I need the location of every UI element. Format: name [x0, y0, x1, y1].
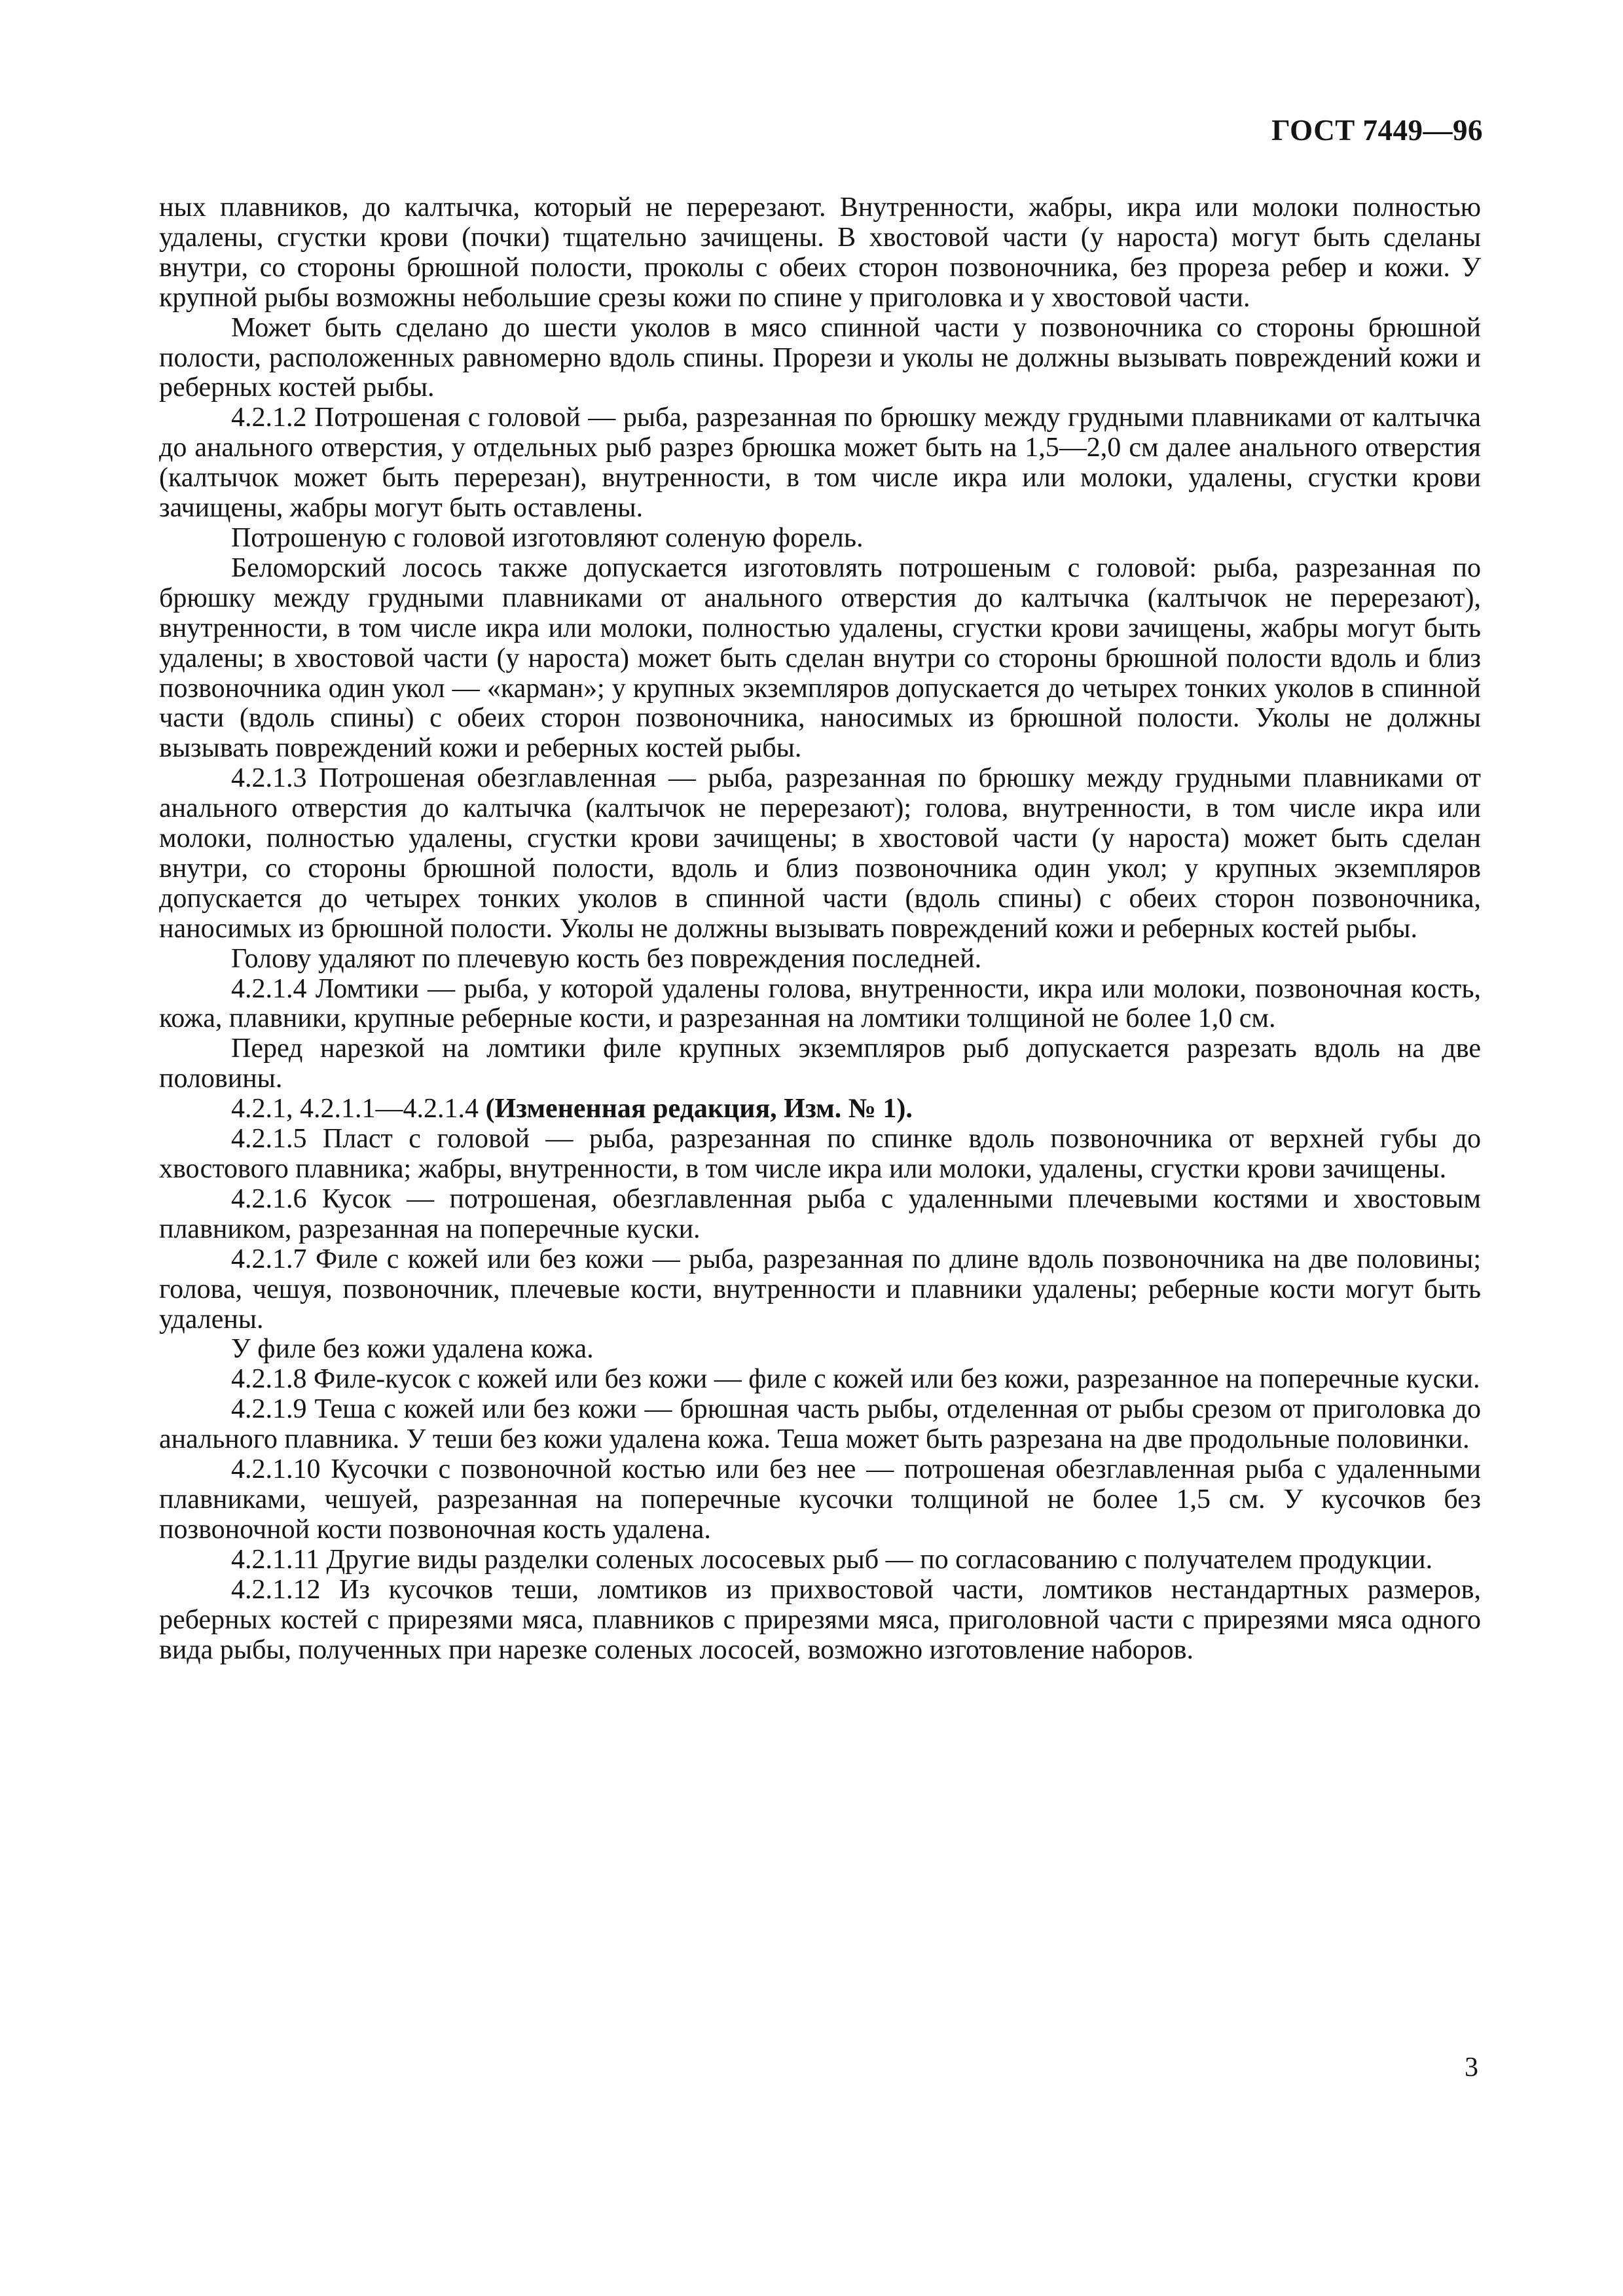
- paragraph-text: Потрошеную с головой изготовляют соленую форель.: [231, 522, 864, 553]
- paragraph-text: 4.2.1.6 Кусок — потрошеная, обезглавленная рыба с удаленными плечевыми костями и хвостовым плавником, разрезанная на поперечные куски.: [159, 1183, 1481, 1244]
- paragraph-text: 4.2.1.5 Пласт с головой — рыба, разрезанная по спинке вдоль позвоночника от верхней губы до хвостового плавника; жабры, внутренности, в том числе икра или молоки, удалены, сгустки крови зачищены.: [159, 1124, 1481, 1184]
- paragraph-4-2-1-3: [159, 764, 1481, 944]
- paragraph-text: Может быть сделано до шести уколов в мясо спинной части у позвоночника со стороны брюшной полости, расположенных равномерно вдоль спины. Прорези и уколы не должны вызывать повреждений кожи и реберных костей рыбы.: [159, 312, 1481, 403]
- paragraph-text: 4.2.1.4 Ломтики — рыба, у которой удалены голова, внутренности, икра или молоки, позвоночная кость, кожа, плавники, крупные реберные кости, и разрезанная на ломтики толщиной не более 1,0 см.: [159, 973, 1481, 1034]
- paragraph-4-2-1-8: [159, 1365, 1481, 1395]
- paragraph-text: 4.2.1.12 Из кусочков теши, ломтиков из прихвостовой части, ломтиков нестандартных размеров, реберных костей с прирезями мяса, плавников с прирезями мяса, приголовной части с прирезями мяса одного вида рыбы, полученных при нарезке соленых лососей, возможно изготовление наборов.: [159, 1574, 1481, 1665]
- paragraph-4-2-1-6: [159, 1185, 1481, 1245]
- paragraph-slicing: [159, 1034, 1481, 1094]
- paragraph-4-2-1-5: [159, 1124, 1481, 1185]
- paragraph-4-2-1-9: [159, 1395, 1481, 1455]
- paragraph-head-removal: [159, 944, 1481, 975]
- paragraph-4-2-1-10: [159, 1455, 1481, 1545]
- paragraph-text: 4.2.1.2 Потрошеная с головой — рыба, разрезанная по брюшку между грудными плавниками от калтычка до анального отверстия, у отдельных рыб разрез брюшка может быть на 1,5—2,0 см далее анального отверстия (калтычок может быть перерезан), внутренности, в том числе икра или молоки, удалены, сгустки крови зачищены, жабры могут быть оставлены.: [159, 403, 1481, 524]
- paragraph-text: Голову удаляют по плечевую кость без повреждения последней.: [231, 943, 982, 974]
- paragraph-injections: [159, 314, 1481, 404]
- paragraph-4-2-1-12: [159, 1575, 1481, 1666]
- amendment-label: (Измененная редакция, Изм. № 1).: [485, 1094, 913, 1124]
- standard-designation-header: ГОСТ 7449—96: [1271, 114, 1483, 147]
- paragraph-text: У филе без кожи удалена кожа.: [231, 1334, 594, 1365]
- paragraph-skinless-fillet: [159, 1335, 1481, 1365]
- amendment-reference: 4.2.1, 4.2.1.1—4.2.1.4: [231, 1094, 486, 1124]
- paragraph-4-2-1-2: [159, 403, 1481, 524]
- paragraph-amendment-note: [159, 1094, 1481, 1124]
- paragraph-4-2-1-7: [159, 1245, 1481, 1335]
- paragraph-trout: [159, 524, 1481, 554]
- paragraph-text: ных плавников, до калтычка, который не перерезают. Внутренности, жабры, икра или молоки полностью удалены, сгустки крови (почки) тщательно зачищены. В хвостовой части (у нароста) могут быть сделаны внутри, со стороны брюшной полости, проколы с обеих сторон позвоночника, без прореза ребер и кожи. У крупной рыбы возможны небольшие срезы кожи по спине у приголовка и у хвостовой части.: [159, 192, 1481, 313]
- paragraph-continuation: [159, 193, 1481, 314]
- page-number: 3: [1465, 2053, 1478, 2083]
- paragraph-text: 4.2.1.7 Филе с кожей или без кожи — рыба, разрезанная по длине вдоль позвоночника на две половины; голова, чешуя, позвоночник, плечевые кости, внутренности и плавники удалены; реберные кости могут быть удалены.: [159, 1244, 1481, 1335]
- paragraph-text: Беломорский лосось также допускается изготовлять потрошеным с головой: рыба, разрезанная по брюшку между грудными плавниками от анального отверстия до калтычка (калтычок не перерезают), внутренности, в том числе икра или молоки, полностью удалены, сгустки крови зачищены, жабры могут быть удалены; в хвостовой части (у нароста) может быть сделан внутри со стороны брюшной полости вдоль и близ позвоночника один укол — «карман»; у крупных экземпляров допускается до четырех тонких уколов в спинной части (вдоль спины) с обеих сторон позвоночника, наносимых из брюшной полости. Уколы не должны вызывать повреждений кожи и реберных костей рыбы.: [159, 552, 1481, 764]
- paragraph-text: Перед нарезкой на ломтики филе крупных экземпляров рыб допускается разрезать вдоль на две половины.: [159, 1033, 1481, 1094]
- paragraph-text: 4.2.1.11 Другие виды разделки соленых лососевых рыб — по согласованию с получателем продукции.: [231, 1544, 1433, 1575]
- paragraph-text: 4.2.1.9 Теша с кожей или без кожи — брюшная часть рыбы, отделенная от рыбы срезом от приголовка до анального плавника. У теши без кожи удалена кожа. Теша может быть разрезана на две продольные половинки.: [159, 1394, 1481, 1455]
- paragraph-text: 4.2.1.8 Филе-кусок с кожей или без кожи — филе с кожей или без кожи, разрезанное на поперечные куски.: [231, 1364, 1480, 1395]
- paragraph-4-2-1-11: [159, 1545, 1481, 1575]
- paragraph-white-sea-salmon: [159, 554, 1481, 764]
- paragraph-text: 4.2.1.3 Потрошеная обезглавленная — рыба, разрезанная по брюшку между грудными плавниками от анального отверстия до калтычка (калтычок не перерезают); голова, внутренности, в том числе икра или молоки, полностью удалены, сгустки крови зачищены; в хвостовой части (у нароста) может быть сделан внутри, со стороны брюшной полости, вдоль и близ позвоночника один укол; у крупных экземпляров допускается до четырех тонких уколов в спинной части (вдоль спины) с обеих сторон позвоночника, наносимых из брюшной полости. Уколы не должны вызывать повреждений кожи и реберных костей рыбы.: [159, 763, 1481, 944]
- paragraph-text: 4.2.1.10 Кусочки с позвоночной костью или без нее — потрошеная обезглавленная рыба с удаленными плавниками, чешуей, разрезанная на поперечные кусочки толщиной не более 1,5 см. У кусочков без позвоночной кости позвоночная кость удалена.: [159, 1454, 1481, 1545]
- document-body: [159, 193, 1481, 1665]
- paragraph-4-2-1-4: [159, 975, 1481, 1035]
